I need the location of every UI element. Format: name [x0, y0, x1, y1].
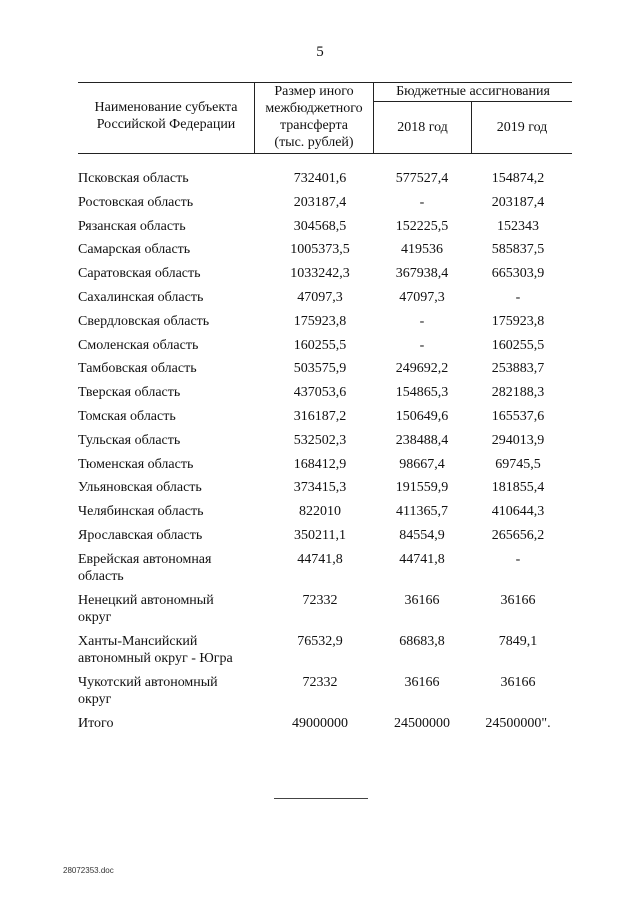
row-subject-name: Псковская область — [78, 171, 189, 186]
row-transfer-total: 72332 — [302, 592, 338, 608]
page-number: 5 — [316, 44, 324, 60]
row-subject-name: Сахалинская область — [78, 290, 204, 305]
row-amount-2018: 44741,8 — [399, 551, 445, 567]
row-subject-name: Самарская область — [78, 242, 191, 258]
row-subject-name: Итого — [78, 715, 114, 731]
row-subject-name: Саратовская область — [78, 266, 201, 282]
row-amount-2019: 410644,3 — [491, 504, 545, 520]
row-amount-2018: 249692,2 — [395, 361, 449, 377]
row-amount-2019: 7849,1 — [498, 633, 538, 649]
row-amount-2018: 154865,3 — [395, 385, 449, 401]
row-amount-2019: 265656,2 — [491, 528, 545, 543]
row-amount-2019: 165537,6 — [491, 409, 545, 424]
row-amount-2018: - — [419, 337, 425, 353]
row-amount-2018: 577527,4 — [395, 171, 449, 186]
row-amount-2019: 175923,8 — [491, 313, 545, 329]
header-transfer-size — [255, 83, 373, 151]
row-amount-2019: 36166 — [500, 674, 536, 690]
header-transfer-line3: трансферта — [280, 118, 348, 133]
row-amount-2018: 98667,4 — [399, 456, 445, 472]
row-transfer-total: 175923,8 — [293, 313, 347, 329]
row-transfer-total: 373415,3 — [293, 480, 347, 496]
row-amount-2018: 36166 — [404, 674, 440, 690]
row-amount-2018: - — [419, 313, 425, 329]
row-transfer-total: 350211,1 — [294, 528, 346, 543]
row-amount-2018: 68683,8 — [399, 633, 445, 649]
row-transfer-total: 304568,5 — [293, 218, 347, 234]
row-transfer-total: 49000000 — [292, 715, 348, 731]
row-transfer-total: 76532,9 — [297, 633, 343, 649]
row-transfer-total: 1005373,5 — [290, 242, 350, 258]
row-amount-2019: 585837,5 — [491, 242, 545, 258]
row-amount-2018: - — [419, 194, 425, 210]
row-subject-name: Ханты-Мансийский автономный округ - Югра — [78, 633, 233, 666]
row-subject-name: Тверская область — [78, 385, 181, 401]
header-subject-name — [78, 99, 254, 133]
row-amount-2018: 191559,9 — [395, 480, 449, 496]
row-amount-2019: - — [515, 290, 521, 305]
row-transfer-total: 72332 — [302, 674, 338, 690]
row-amount-2019: 154874,2 — [491, 171, 545, 186]
file-name: 28072353.doc — [63, 866, 114, 875]
row-subject-name: Челябинская область — [78, 504, 204, 520]
row-amount-2019: 160255,5 — [491, 337, 545, 353]
table-header-bottom-rule — [78, 153, 572, 154]
header-transfer-line4: (тыс. рублей) — [274, 135, 354, 150]
budget-subheader-rule — [374, 101, 572, 102]
row-subject-name: Ярославская область — [78, 528, 203, 543]
row-amount-2018: 24500000 — [394, 715, 450, 731]
header-subject-name-line2: Российской Федерации — [96, 117, 236, 132]
header-transfer-line2: межбюджетного — [265, 101, 363, 116]
row-subject-name: Тамбовская область — [78, 361, 197, 377]
row-transfer-total: 532502,3 — [293, 432, 347, 448]
row-amount-2019: - — [515, 551, 521, 567]
row-amount-2018: 419536 — [401, 242, 443, 258]
row-transfer-total: 822010 — [299, 504, 341, 520]
row-transfer-total: 732401,6 — [293, 171, 347, 186]
footer-separator-line — [274, 798, 368, 799]
row-amount-2018: 152225,5 — [395, 218, 449, 234]
header-transfer-line1: Размер иного — [274, 84, 354, 99]
row-amount-2019: 282188,3 — [491, 385, 545, 401]
row-amount-2018: 84554,9 — [399, 528, 445, 543]
row-transfer-total: 1033242,3 — [290, 266, 350, 282]
row-subject-name: Еврейская автономная область — [78, 551, 212, 584]
row-amount-2018: 47097,3 — [399, 290, 445, 305]
row-amount-2019: 665303,9 — [491, 266, 545, 282]
header-subject-name-line1: Наименование субъекта — [94, 100, 238, 115]
row-amount-2019: 203187,4 — [491, 194, 545, 210]
row-amount-2018: 411365,7 — [396, 504, 448, 520]
row-subject-name: Чукотский автономный округ — [78, 674, 218, 707]
header-2018: 2018 год — [397, 120, 448, 135]
header-budget-allocations: Бюджетные ассигнования — [396, 84, 550, 99]
row-transfer-total: 203187,4 — [293, 194, 347, 210]
row-amount-2019: 24500000". — [485, 715, 551, 731]
row-subject-name: Ненецкий автономный округ — [78, 592, 214, 625]
row-subject-name: Ростовская область — [78, 194, 194, 210]
row-amount-2018: 36166 — [404, 592, 440, 608]
row-amount-2019: 152343 — [497, 218, 539, 234]
row-subject-name: Тюменская область — [78, 456, 194, 472]
row-subject-name: Тульская область — [78, 432, 181, 448]
row-subject-name: Ульяновская область — [78, 480, 202, 496]
row-amount-2019: 181855,4 — [491, 480, 545, 496]
row-transfer-total: 503575,9 — [293, 361, 347, 377]
row-transfer-total: 44741,8 — [297, 551, 343, 567]
row-subject-name: Смоленская область — [78, 337, 199, 353]
header-2019: 2019 год — [496, 120, 548, 135]
row-subject-name: Томская область — [78, 409, 176, 424]
row-transfer-total: 316187,2 — [293, 409, 347, 424]
row-amount-2018: 150649,6 — [395, 409, 449, 424]
row-transfer-total: 168412,9 — [293, 456, 347, 472]
row-transfer-total: 47097,3 — [297, 290, 343, 305]
row-amount-2019: 253883,7 — [491, 361, 545, 377]
row-subject-name: Свердловская область — [78, 313, 210, 329]
row-subject-name: Рязанская область — [78, 218, 186, 234]
row-amount-2019: 294013,9 — [491, 432, 545, 448]
row-amount-2018: 238488,4 — [395, 432, 449, 448]
row-amount-2019: 36166 — [500, 592, 536, 608]
row-amount-2018: 367938,4 — [395, 266, 449, 282]
row-transfer-total: 437053,6 — [293, 385, 347, 401]
row-transfer-total: 160255,5 — [293, 337, 347, 353]
row-amount-2019: 69745,5 — [495, 456, 541, 472]
